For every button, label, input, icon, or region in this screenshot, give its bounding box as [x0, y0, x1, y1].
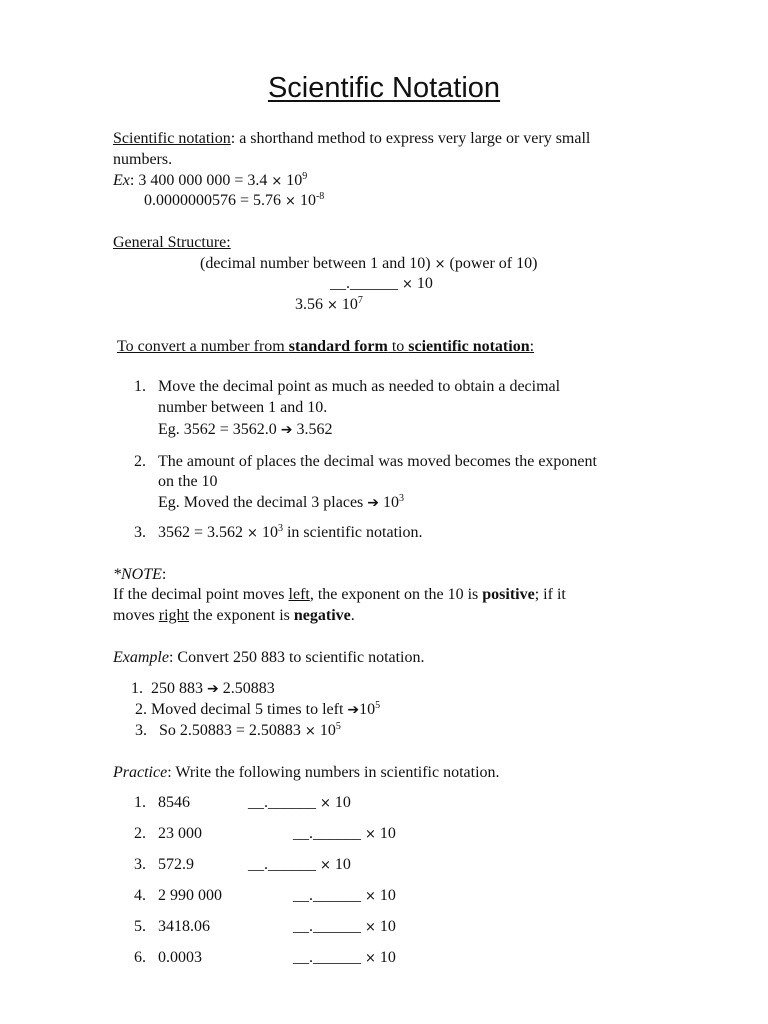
step-2-example-exponent: 3: [399, 493, 404, 504]
general-structure-heading: General Structure:: [113, 234, 231, 251]
convert-heading-colon: :: [529, 338, 535, 355]
example-step-1: [131, 679, 275, 699]
example-label: Example: [113, 649, 169, 666]
note-1e: ; if it: [534, 586, 566, 603]
example-step-3-exponent: 5: [335, 721, 341, 732]
note-2e: .: [350, 607, 355, 624]
example-step-1-b: 2.50883: [218, 680, 275, 697]
times-icon: ×: [327, 298, 338, 313]
step-1-line-1: Move the decimal point as much as needed to obtain a decimal: [158, 378, 561, 395]
note-line-1: [113, 585, 566, 605]
example-step-3-a: So 2.50883 = 2.50883: [159, 722, 305, 739]
step-3-a: 3562 = 3.562: [158, 524, 248, 541]
step-2-example: [158, 493, 404, 513]
practice-item-number: 1.: [134, 794, 146, 811]
step-3-c: in scientific notation.: [282, 524, 423, 541]
example-step-2: [135, 700, 380, 720]
answer-blank: __.______: [248, 856, 320, 873]
practice-item-number: 4.: [134, 887, 146, 904]
answer-blank: __.______: [293, 918, 365, 935]
times-icon: ×: [320, 858, 331, 873]
practice-item-value: 2 990 000: [158, 887, 222, 904]
note-left: left: [288, 586, 310, 603]
example-step-2-exponent: 5: [375, 700, 381, 711]
times-icon: ×: [320, 796, 331, 811]
definition-example-2: [144, 191, 324, 211]
practice-item-value: 23 000: [158, 825, 202, 842]
ex1-exponent: 9: [302, 171, 308, 182]
step-2-number: 2.: [134, 453, 146, 470]
note-line-2: [113, 606, 355, 626]
answer-blank: __.______: [293, 887, 365, 904]
practice-item-value: 572.9: [158, 856, 194, 873]
step-1-example-b: 3.562: [292, 421, 333, 438]
page-title: Scientific Notation: [267, 72, 501, 104]
practice-item-answer: [293, 886, 396, 906]
times-icon: ×: [365, 951, 376, 966]
note-2c: the exponent is: [189, 607, 294, 624]
answer-ten: 10: [375, 918, 396, 935]
template-blank: __.______: [330, 275, 402, 292]
convert-heading-standard: standard form: [288, 338, 388, 355]
practice-heading: [113, 763, 500, 783]
ex1-base: 10: [282, 172, 303, 189]
times-icon: ×: [285, 194, 296, 209]
times-icon: ×: [365, 889, 376, 904]
times-icon: ×: [271, 174, 283, 189]
ex2-text: 0.0000000576 = 5.76: [144, 192, 286, 209]
practice-item-value: 0.0003: [158, 949, 202, 966]
step-2-example-b: 10: [379, 494, 399, 511]
note-label-line: [113, 565, 166, 585]
times-icon: ×: [402, 277, 413, 292]
practice-text: : Write the following numbers in scientific notation.: [167, 764, 500, 781]
general-structure-line: [200, 254, 537, 274]
practice-item-number: 5.: [134, 918, 146, 935]
practice-item-answer: [293, 948, 396, 968]
example-step-2-b: 10: [359, 701, 376, 718]
step-3-line: [158, 523, 422, 543]
example-exponent: 7: [357, 295, 363, 306]
practice-label: Practice: [113, 764, 168, 781]
note-1a: If the decimal point moves: [113, 586, 289, 603]
ex2-exponent: -8: [315, 191, 325, 202]
note-positive: positive: [482, 586, 535, 603]
note-label: *NOTE: [113, 566, 162, 583]
definition-term: Scientific notation: [113, 130, 231, 147]
general-structure-example: [295, 295, 363, 315]
note-colon: :: [161, 566, 167, 583]
example-number: 3.56: [295, 296, 327, 313]
practice-item-number: 3.: [134, 856, 146, 873]
example-step-1-a: 250 883: [151, 680, 207, 697]
answer-ten: 10: [375, 949, 396, 966]
answer-ten: 10: [375, 825, 396, 842]
step-1-example: [158, 420, 333, 440]
practice-item-value: 8546: [158, 794, 190, 811]
step-3-b: 10: [257, 524, 278, 541]
answer-blank: __.______: [293, 949, 365, 966]
step-3-exponent: 3: [277, 523, 283, 534]
answer-blank: __.______: [293, 825, 365, 842]
ex2-base: 10: [295, 192, 316, 209]
step-2-line-2: on the 10: [158, 473, 218, 490]
example-text: : Convert 250 883 to scientific notation.: [168, 649, 425, 666]
times-icon: ×: [434, 257, 446, 272]
convert-heading-part-2: to: [387, 338, 409, 355]
convert-heading-part-1: To convert a number from: [117, 338, 289, 355]
note-2a: moves: [113, 607, 159, 624]
times-icon: ×: [365, 920, 376, 935]
practice-item-answer: [248, 855, 351, 875]
definition-example-1: [113, 171, 307, 191]
example-step-3-number: 3.: [135, 722, 147, 739]
step-3-number: 3.: [134, 524, 146, 541]
structure-left: (decimal number between 1 and 10): [200, 255, 435, 272]
arrow-right-icon: ➔: [207, 681, 219, 697]
definition-text: : a shorthand method to express very large or very small: [230, 130, 591, 147]
step-2-example-a: Eg. Moved the decimal 3 places: [158, 494, 368, 511]
example-step-1-number: 1.: [131, 680, 143, 697]
step-1-number: 1.: [134, 378, 146, 395]
definition-line-2: numbers.: [113, 151, 173, 168]
answer-ten: 10: [375, 887, 396, 904]
example-heading: [113, 648, 425, 668]
times-icon: ×: [365, 827, 376, 842]
convert-heading: [117, 337, 534, 357]
practice-item-answer: [248, 793, 351, 813]
example-step-2-number: 2.: [135, 701, 147, 718]
arrow-right-icon: ➔: [280, 422, 293, 438]
note-1c: , the exponent on the 10 is: [309, 586, 483, 603]
general-structure-template: [330, 274, 433, 294]
times-icon: ×: [247, 526, 258, 541]
step-1-line-2: number between 1 and 10.: [158, 399, 328, 416]
step-2-line-1: The amount of places the decimal was moved becomes the exponent: [158, 453, 597, 470]
practice-item-answer: [293, 917, 396, 937]
practice-item-answer: [293, 824, 396, 844]
practice-item-number: 6.: [134, 949, 146, 966]
note-negative: negative: [293, 607, 351, 624]
ex-label: Ex: [113, 172, 130, 189]
example-step-2-a: Moved decimal 5 times to left: [151, 701, 348, 718]
answer-ten: 10: [330, 794, 351, 811]
structure-right: (power of 10): [445, 255, 538, 272]
template-ten: 10: [412, 275, 433, 292]
definition-line-1: [113, 129, 590, 149]
ex1-text: : 3 400 000 000 = 3.4: [129, 172, 272, 189]
note-right: right: [158, 607, 189, 624]
arrow-right-icon: ➔: [367, 495, 379, 511]
convert-heading-scientific: scientific notation: [408, 338, 530, 355]
answer-blank: __.______: [248, 794, 320, 811]
example-step-3-b: 10: [315, 722, 336, 739]
practice-item-number: 2.: [134, 825, 146, 842]
practice-item-value: 3418.06: [158, 918, 210, 935]
example-base: 10: [337, 296, 358, 313]
arrow-right-icon: ➔: [347, 702, 360, 718]
step-1-example-a: Eg. 3562 = 3562.0: [158, 421, 281, 438]
times-icon: ×: [304, 724, 316, 739]
answer-ten: 10: [330, 856, 351, 873]
example-step-3: [135, 721, 341, 741]
